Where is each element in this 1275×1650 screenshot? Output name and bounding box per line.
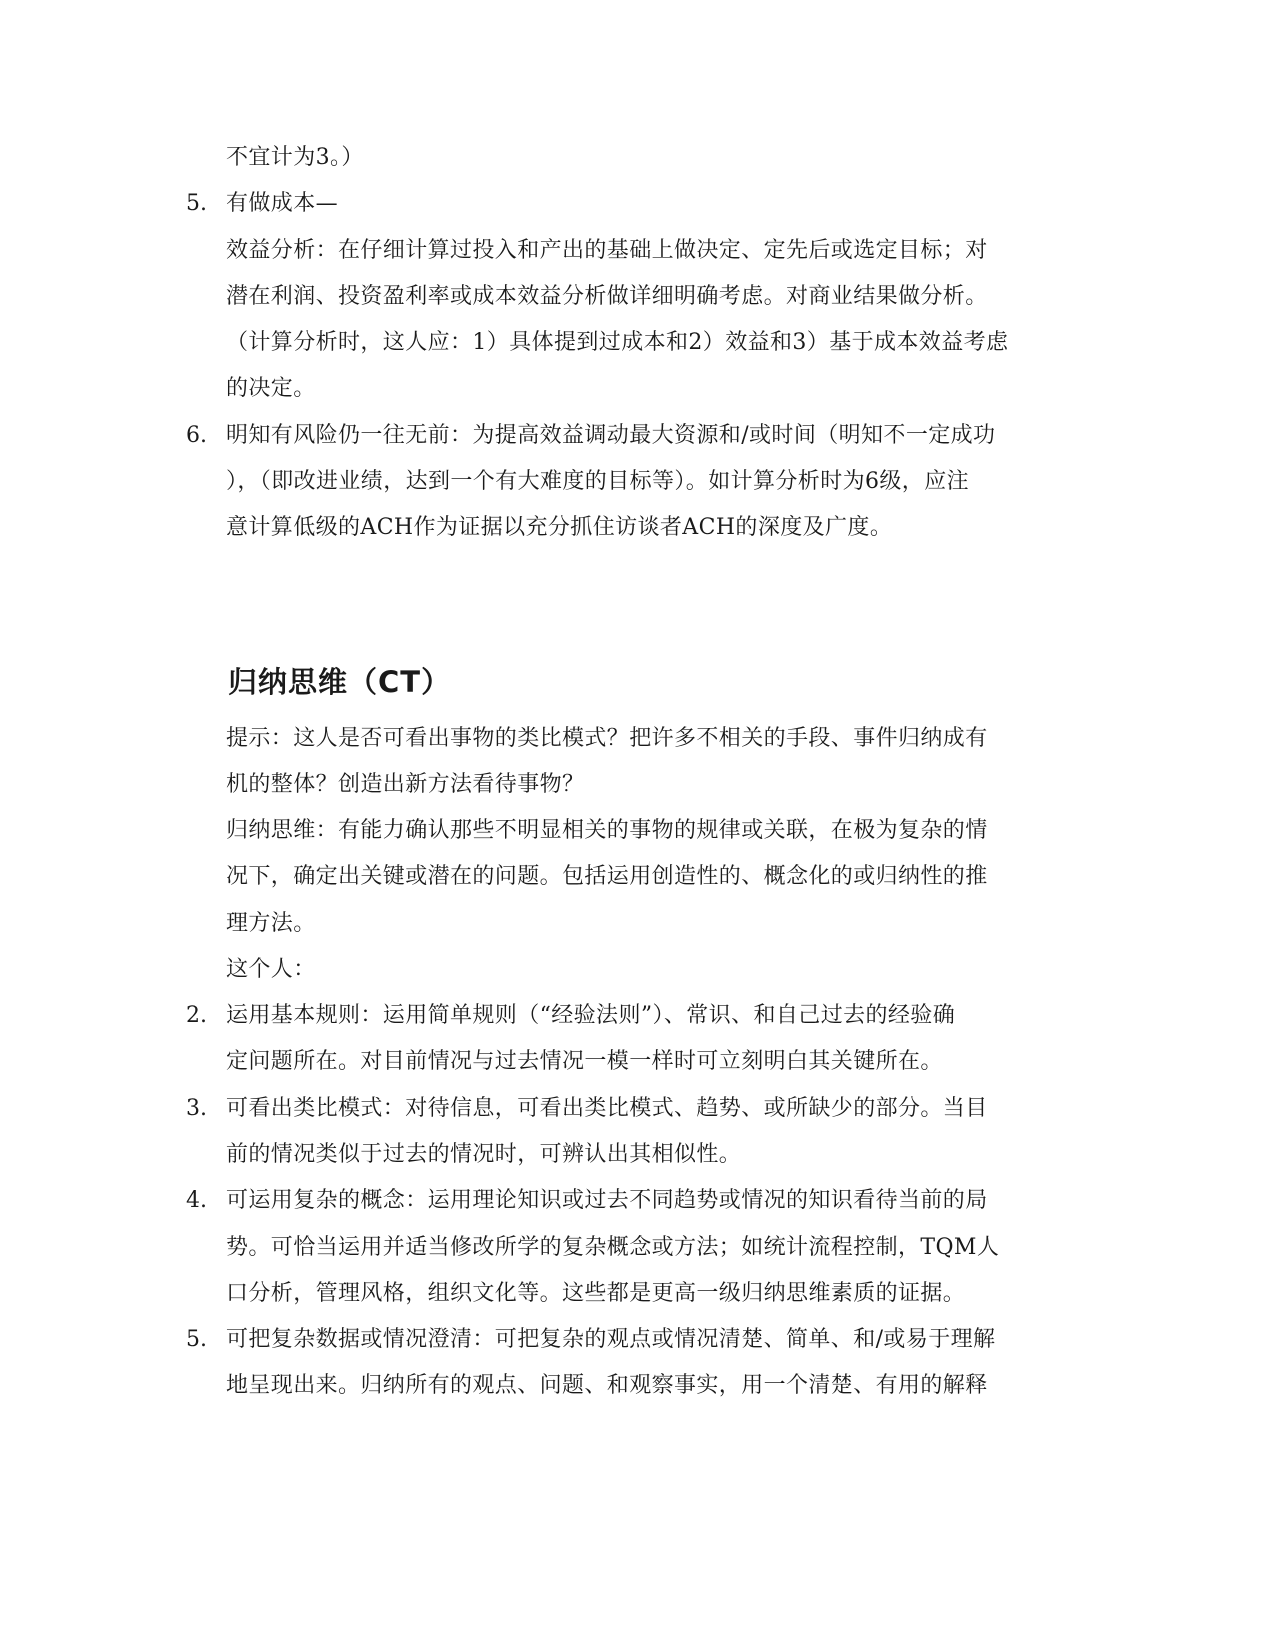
list-item-line: ），（即改进业绩，达到一个有大难度的目标等）。如计算分析时为6级，应注 [226,469,969,494]
list-item-line: 可把复杂数据或情况澄清：可把复杂的观点或情况清楚、简单、和/或易于理解 [226,1327,996,1352]
intro-line: 提示：这人是否可看出事物的类比模式？把许多不相关的手段、事件归纳成有 [226,726,988,751]
intro-line: 归纳思维：有能力确认那些不明显相关的事物的规律或关联，在极为复杂的情 [226,818,988,843]
list-item-line: 地呈现出来。归纳所有的观点、问题、和观察事实，用一个清楚、有用的解释 [226,1373,988,1398]
list-item-line: 口分析，管理风格，组织文化等。这些都是更高一级归纳思维素质的证据。 [226,1281,966,1306]
intro-line: 机的整体？创造出新方法看待事物？ [226,772,585,797]
list-item-number: 3. [186,1096,207,1121]
list-item-line: 效益分析：在仔细计算过投入和产出的基础上做决定、定先后或选定目标；对 [226,238,988,263]
list-item-line: 的决定。 [226,376,316,401]
list-item-line: 运用基本规则：运用简单规则（“经验法则”）、常识、和自己过去的经验确 [226,1003,956,1028]
intro-line: 况下，确定出关键或潜在的问题。包括运用创造性的、概念化的或归纳性的推 [226,864,988,889]
list-item-line: （计算分析时，这人应：1）具体提到过成本和2）效益和3）基于成本效益考虑 [226,330,1009,355]
section-heading: 归纳思维（CT） [228,665,452,699]
list-item-number: 5. [186,1327,207,1352]
list-item-line: 潜在利润、投资盈利率或成本效益分析做详细明确考虑。对商业结果做分析。 [226,284,988,309]
list-item-line: 前的情况类似于过去的情况时，可辨认出其相似性。 [226,1142,742,1167]
list-item-number: 5. [186,191,207,216]
continuation-text: 不宜计为3。） [226,145,364,170]
list-item-line: 有做成本— [226,191,339,216]
list-item-line: 可运用复杂的概念：运用理论知识或过去不同趋势或情况的知识看待当前的局 [226,1188,988,1213]
list-item-line: 势。可恰当运用并适当修改所学的复杂概念或方法；如统计流程控制，TQM人 [226,1235,1000,1260]
intro-line: 理方法。 [226,911,316,936]
intro-line: 这个人： [226,957,316,982]
list-item-line: 可看出类比模式：对待信息，可看出类比模式、趋势、或所缺少的部分。当目 [226,1096,988,1121]
list-item-number: 6. [186,423,207,448]
list-item-number: 2. [186,1003,207,1028]
list-item-line: 明知有风险仍一往无前：为提高效益调动最大资源和/或时间（明知不一定成功 [226,423,996,448]
list-item-line: 定问题所在。对目前情况与过去情况一模一样时可立刻明白其关键所在。 [226,1049,943,1074]
list-item-line: 意计算低级的ACH作为证据以充分抓住访谈者ACH的深度及广度。 [226,515,893,540]
list-item-number: 4. [186,1188,207,1213]
